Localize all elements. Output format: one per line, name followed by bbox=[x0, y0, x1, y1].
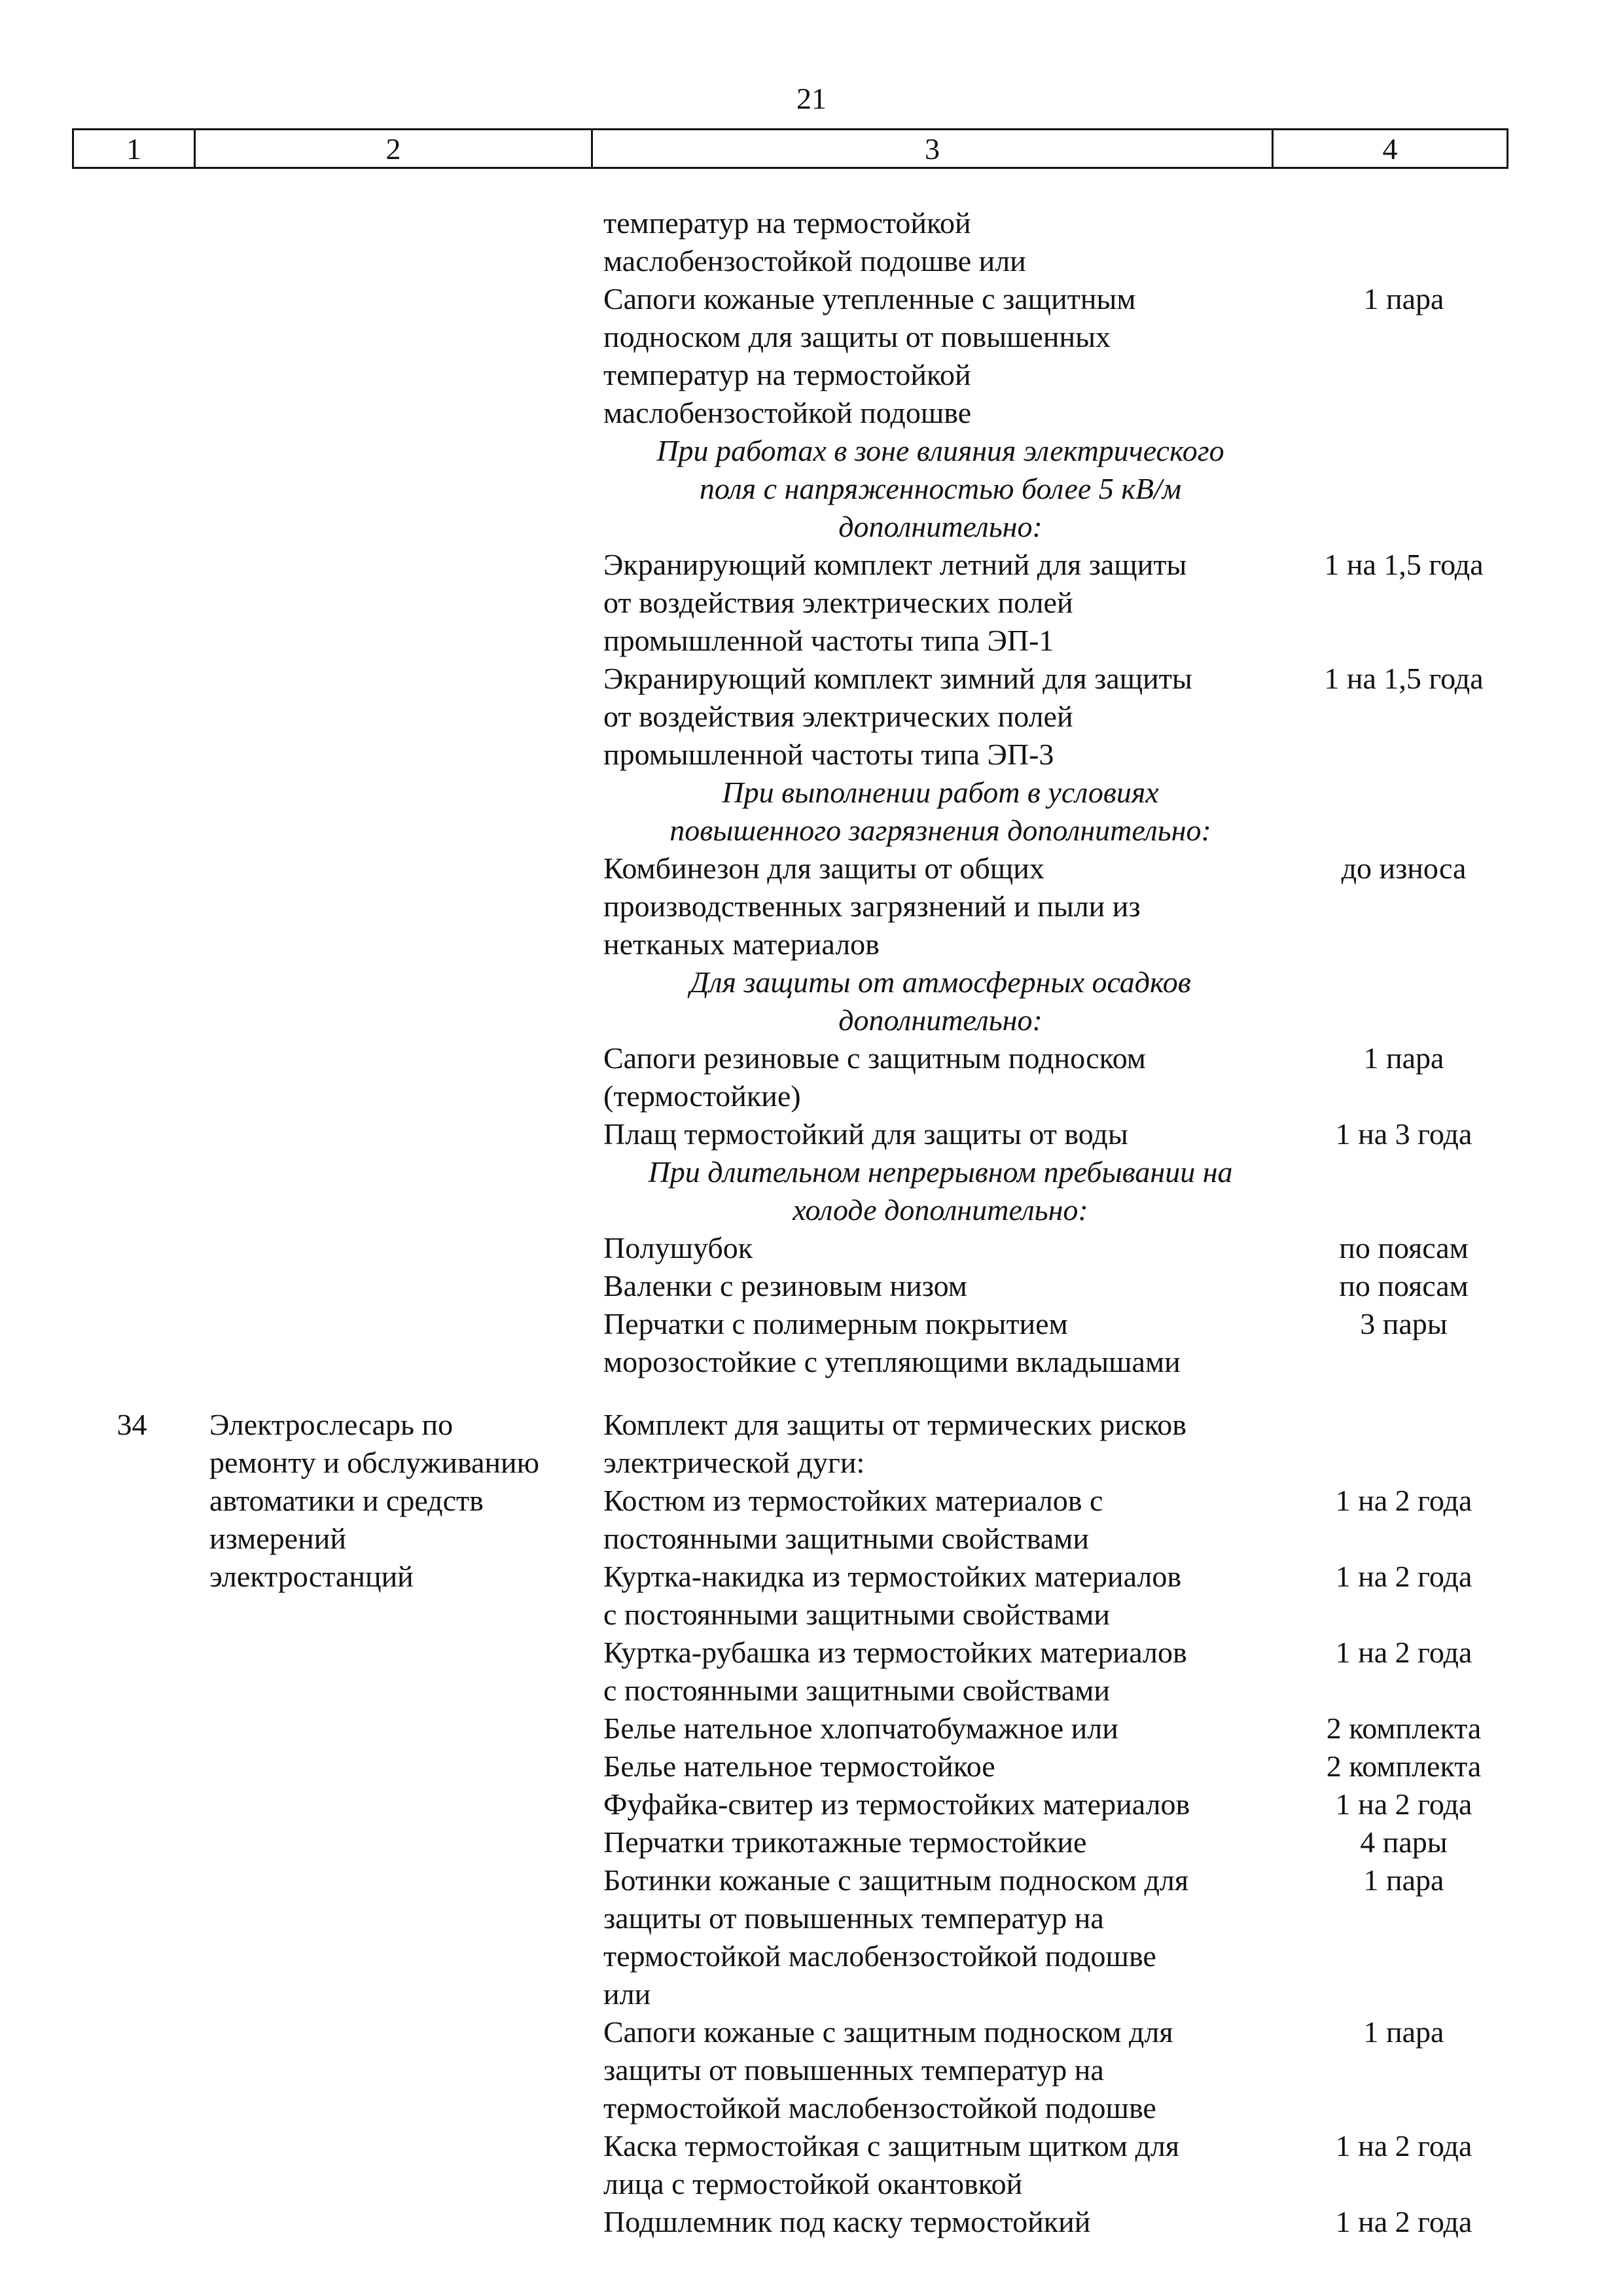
quantity: 1 на 2 года bbox=[1335, 2129, 1472, 2162]
quantity: 2 комплекта bbox=[1326, 1749, 1482, 1783]
item-lines: Фуфайка-свитер из термостойких материалов bbox=[603, 1787, 1190, 1821]
item-lines: Сапоги кожаные утепленные с защитным подноском для защиты от повышенных температур на термостойкой маслобензостойкой подошве bbox=[603, 282, 1136, 429]
item-lines: Белье нательное хлопчатобумажное или bbox=[603, 1712, 1118, 1745]
quantity: 1 пара bbox=[1363, 1041, 1444, 1075]
item-lines: Плащ термостойкий для защиты от воды bbox=[603, 1117, 1128, 1151]
quantity: 1 на 3 года bbox=[1335, 1117, 1472, 1151]
item-lines: Перчатки трикотажные термостойкие bbox=[603, 1825, 1087, 1859]
header-col-1: 1 bbox=[126, 132, 141, 166]
item-lines: Комплект для защиты от термических рисков электрической дуги: bbox=[603, 1408, 1187, 1479]
item-lines: Экранирующий комплект летний для защиты от воздействия электрических полей промышленной частоты типа ЭП-1 bbox=[603, 548, 1187, 657]
quantity: 1 пара bbox=[1363, 1863, 1444, 1897]
quantity: 1 на 2 года bbox=[1335, 1484, 1472, 1517]
quantity: 1 на 1,5 года bbox=[1324, 662, 1484, 695]
item-lines: Комбинезон для защиты от общих производственных загрязнений и пыли из нетканых материалов bbox=[603, 852, 1141, 961]
item-lines: Подшлемник под каску термостойкий bbox=[603, 2205, 1091, 2238]
item-lines: Полушубок bbox=[603, 1231, 753, 1265]
header-col-4: 4 bbox=[1272, 130, 1507, 167]
quantity: 4 пары bbox=[1360, 1825, 1448, 1859]
quantity: до износа bbox=[1341, 852, 1467, 885]
item-lines: Валенки с резиновым низом bbox=[603, 1269, 967, 1302]
subsection-heading: Для защиты от атмосферных осадков дополнительно: bbox=[690, 965, 1191, 1037]
profession-name: Электрослесарь по ремонту и обслуживанию автоматики и средств измерений электростанций bbox=[209, 1408, 539, 1593]
quantity: 1 пара bbox=[1363, 282, 1444, 315]
quantity: 1 на 2 года bbox=[1335, 1636, 1472, 1669]
item-lines: Костюм из термостойких материалов с постоянными защитными свойствами bbox=[603, 1484, 1103, 1555]
quantity: 2 комплекта bbox=[1326, 1712, 1482, 1745]
item-lines: Каска термостойкая с защитным щитком для лица с термостойкой окантовкой bbox=[603, 2129, 1179, 2200]
item-lines: температур на термостойкой маслобензостойкой подошве или bbox=[603, 206, 1026, 278]
table-header-row bbox=[72, 128, 1508, 169]
quantity: 1 на 1,5 года bbox=[1324, 548, 1484, 581]
quantity: 1 на 2 года bbox=[1335, 2205, 1472, 2238]
item-lines: Ботинки кожаные с защитным подноском для защиты от повышенных температур на термостойкой маслобензостойкой подошве или bbox=[603, 1863, 1189, 2011]
header-col-3: 3 bbox=[591, 130, 1272, 167]
quantity: по поясам bbox=[1339, 1269, 1469, 1302]
quantity: 3 пары bbox=[1360, 1307, 1448, 1340]
row-number: 34 bbox=[116, 1408, 147, 1441]
page-number: 21 bbox=[796, 82, 827, 115]
item-lines: Перчатки с полимерным покрытием морозостойкие с утепляющими вкладышами bbox=[603, 1307, 1181, 1378]
subsection-heading: При работах в зоне влияния электрического поля с напряженностью более 5 кВ/м дополнительно: bbox=[656, 434, 1224, 543]
item-lines: Сапоги кожаные с защитным подноском для защиты от повышенных температур на термостойкой маслобензостойкой подошве bbox=[603, 2015, 1173, 2125]
subsection-heading: При длительном непрерывном пребывании на холоде дополнительно: bbox=[648, 1155, 1233, 1227]
header-col-2: 2 bbox=[194, 130, 591, 167]
quantity: 1 на 2 года bbox=[1335, 1787, 1472, 1821]
item-lines: Белье нательное термостойкое bbox=[603, 1749, 995, 1783]
quantity: 1 на 2 года bbox=[1335, 1560, 1472, 1593]
quantity: по поясам bbox=[1339, 1231, 1469, 1265]
item-lines: Экранирующий комплект зимний для защиты от воздействия электрических полей промышленной частоты типа ЭП-3 bbox=[603, 662, 1192, 771]
subsection-heading: При выполнении работ в условиях повышенного загрязнения дополнительно: bbox=[669, 776, 1211, 847]
item-lines: Сапоги резиновые с защитным подноском (термостойкие) bbox=[603, 1041, 1146, 1113]
item-lines: Куртка-накидка из термостойких материалов с постоянными защитными свойствами bbox=[603, 1560, 1182, 1631]
quantity: 1 пара bbox=[1363, 2015, 1444, 2049]
item-lines: Куртка-рубашка из термостойких материалов с постоянными защитными свойствами bbox=[603, 1636, 1187, 1707]
